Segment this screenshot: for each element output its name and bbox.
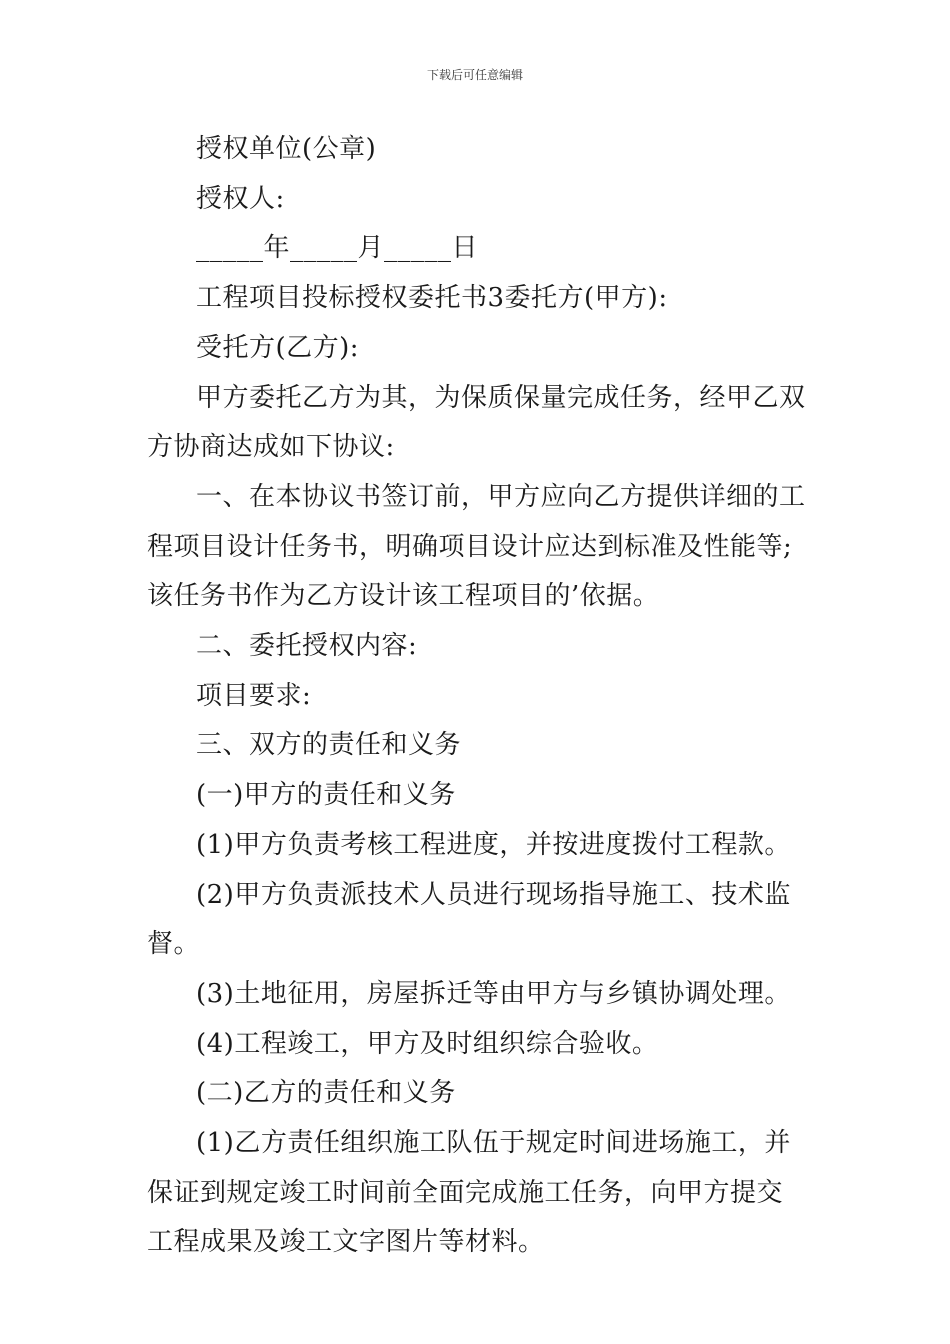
paragraph-party-a-duty-4: (4)工程竣工，甲方及时组织综合验收。 (196, 1028, 659, 1059)
document-body (147, 125, 807, 1268)
paragraph-authorizing-unit: 授权单位(公章) (196, 134, 377, 164)
paragraph-project-requirements: 项目要求: (196, 680, 312, 711)
paragraph-clause-one: 一、在本协议书签订前，甲方应向乙方提供详细的工程项目设计任务书，明确项目设计应达到标准及性能等;该任务书作为乙方设计该工程项目的’依据。 (147, 481, 806, 612)
paragraph-party-b-duty-1: (1)乙方责任组织施工队伍于规定时间进场施工，并保证到规定竣工时间前全面完成施工任务，向甲方提交工程成果及竣工文字图片等材料。 (147, 1128, 791, 1258)
paragraph-party-a-duty-3: (3)土地征用，房屋拆迁等由甲方与乡镇协调处理。 (196, 978, 791, 1009)
paragraph-authorizer: 授权人: (196, 183, 285, 214)
paragraph-agreement-intro: 甲方委托乙方为其，为保质保量完成任务，经甲乙双方协商达成如下协议: (147, 382, 806, 463)
paragraph-entrusted-party: 受托方(乙方): (196, 332, 360, 363)
paragraph-date-line: _____年_____月_____日 (196, 233, 479, 264)
paragraph-clause-three-heading: 三、双方的责任和义务 (196, 730, 462, 761)
paragraph-party-a-duty-2: (2)甲方负责派技术人员进行现场指导施工、技术监督。 (147, 879, 791, 960)
paragraph-entrusting-party: 工程项目投标授权委托书3委托方(甲方): (196, 283, 668, 314)
paragraph-party-a-duties-heading: (一)甲方的责任和义务 (196, 780, 456, 811)
paragraph-clause-two-heading: 二、委托授权内容: (196, 631, 418, 662)
header-note: 下载后可任意编辑 (426, 68, 523, 82)
paragraph-party-b-duties-heading: (二)乙方的责任和义务 (196, 1078, 456, 1109)
paragraph-party-a-duty-1: (1)甲方负责考核工程进度，并按进度拨付工程款。 (196, 829, 791, 860)
